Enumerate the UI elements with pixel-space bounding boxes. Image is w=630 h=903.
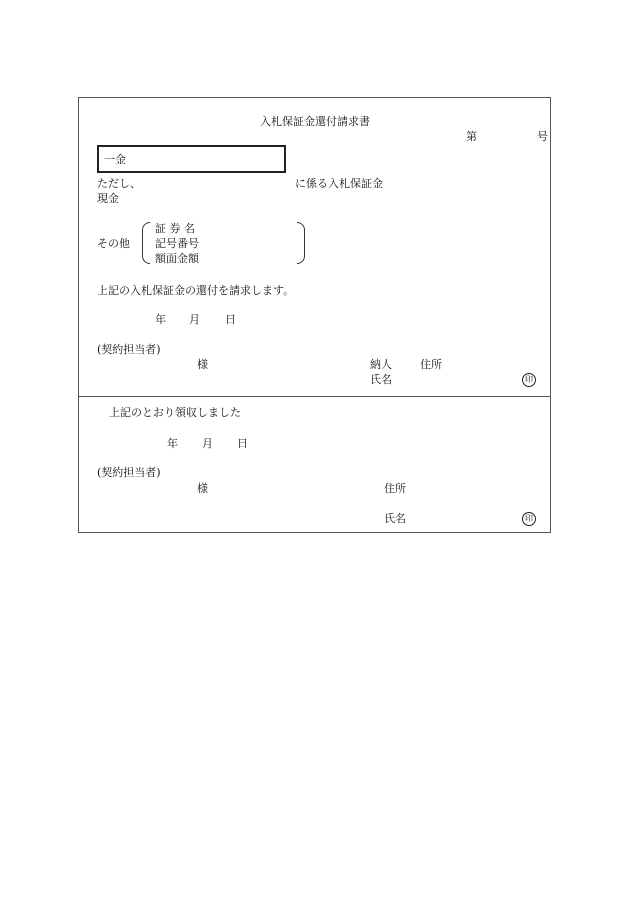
date-year: 年 bbox=[155, 313, 166, 326]
amount-field[interactable] bbox=[97, 145, 286, 173]
number-prefix: 第 bbox=[466, 130, 477, 143]
receipt-text: 上記のとおり領収しました bbox=[109, 406, 241, 419]
receipt-official-label: (契約担当者) bbox=[97, 466, 161, 479]
amount-prefix: 一金 bbox=[104, 153, 126, 166]
left-bracket bbox=[142, 222, 150, 264]
section-divider bbox=[79, 396, 550, 397]
receipt-date-month: 月 bbox=[202, 437, 213, 450]
receipt-address-label: 住所 bbox=[384, 482, 406, 495]
cash-label: 現金 bbox=[97, 192, 119, 205]
official-label: (契約担当者) bbox=[97, 343, 161, 356]
face-value-label: 額面金額 bbox=[155, 252, 199, 265]
receipt-seal-icon: 印 bbox=[522, 512, 536, 526]
other-label: その他 bbox=[97, 237, 130, 250]
receipt-date-day: 日 bbox=[237, 437, 248, 450]
receipt-honorific: 様 bbox=[197, 482, 208, 495]
payer-label: 納人 bbox=[370, 358, 392, 371]
seal-icon: 印 bbox=[522, 373, 536, 387]
receipt-date-year: 年 bbox=[167, 437, 178, 450]
right-bracket bbox=[297, 222, 305, 264]
honorific: 様 bbox=[197, 358, 208, 371]
refund-request-form bbox=[78, 97, 551, 533]
date-month: 月 bbox=[189, 313, 200, 326]
serial-number-label: 記号番号 bbox=[155, 237, 199, 250]
receipt-name-label: 氏名 bbox=[384, 512, 406, 525]
address-label: 住所 bbox=[420, 358, 442, 371]
note-suffix: に係る入札保証金 bbox=[295, 177, 383, 190]
name-label: 氏名 bbox=[370, 373, 392, 386]
date-day: 日 bbox=[225, 313, 236, 326]
number-suffix: 号 bbox=[537, 130, 548, 143]
securities-name-label: 証 券 名 bbox=[155, 222, 195, 235]
form-title: 入札保証金還付請求書 bbox=[260, 115, 370, 128]
note-prefix: ただし、 bbox=[97, 177, 141, 190]
request-text: 上記の入札保証金の還付を請求します。 bbox=[97, 284, 295, 297]
